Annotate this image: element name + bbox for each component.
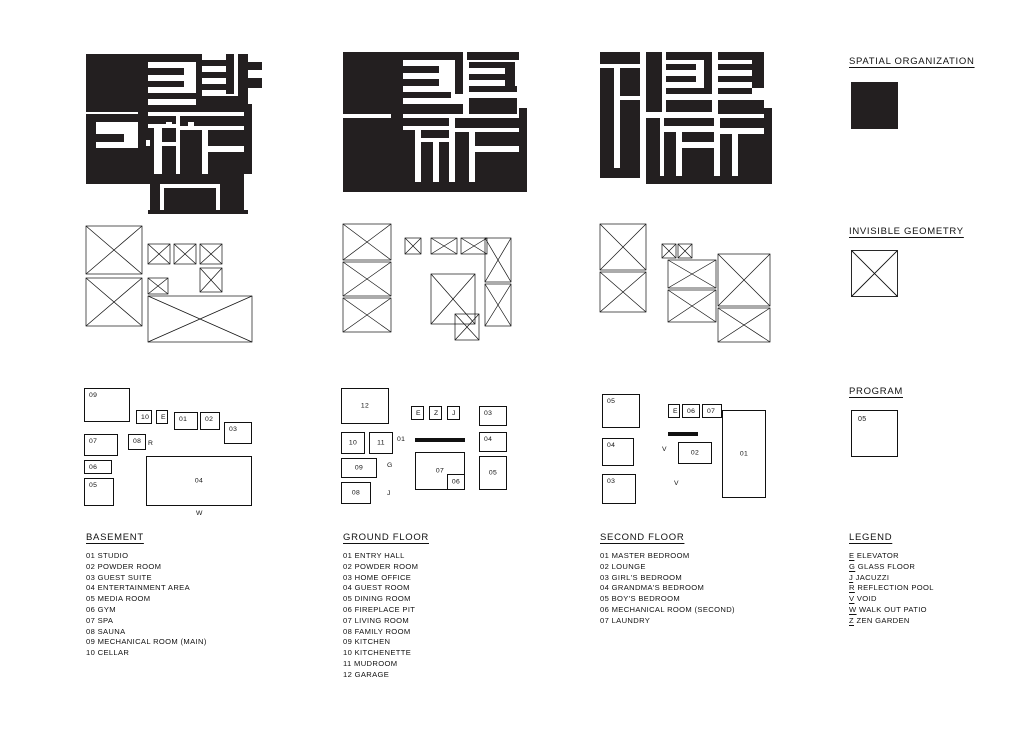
program-annotation: J [387,490,391,497]
program-box-label: E [673,408,678,415]
program-diagram-basement [78,380,328,520]
program-box [369,432,393,454]
program-annotation: R [148,440,154,447]
program-box-label: 11 [377,439,385,447]
legend-title: LEGEND [849,532,893,543]
invisible-geometry-second [592,222,842,362]
legend-item [849,594,934,605]
program-box [479,406,507,426]
program-box [429,406,442,420]
program-diagram-ground [335,380,585,520]
list-item: 01 ENTRY HALL [343,551,405,560]
program-box-label: 07 [707,408,716,415]
program-box [136,410,152,424]
legend-label: JACUZZI [855,572,890,582]
legend-item [849,605,934,616]
list-item: 04 GUEST ROOM [343,583,410,593]
program-box [341,388,389,424]
program-box-label: 01 [179,416,188,423]
list-item: 09 KITCHEN [343,637,391,647]
floor-column-ground [335,0,585,732]
list-item: 06 GYM [86,604,116,614]
list-item: 06 FIREPLACE PIT [343,604,416,614]
legend-label: WALK OUT PATIO [859,604,927,614]
program-box [479,456,507,490]
legend-label: REFLECTION POOL [857,583,934,593]
key-title-spatial-organization: SPATIAL ORGANIZATION [849,56,975,67]
invisible-geometry-swatch [851,250,898,297]
program-box [200,412,220,430]
second-geometry-svg [592,222,842,362]
room-list-basement [86,551,207,659]
program-box-label: 03 [607,478,616,485]
program-annotation: G [387,462,393,469]
program-box-label: J [452,410,456,417]
legend-item [849,583,934,594]
program-box-label: 06 [687,408,696,415]
program-annotation: V [662,446,667,453]
program-box [341,482,371,504]
list-item: 01 MASTER BEDROOM [600,551,690,560]
program-annotation: V [674,480,679,487]
program-box [602,474,636,504]
key-column [849,0,1009,732]
legend-code: V [849,594,855,604]
legend-item [849,616,934,627]
list-item: 07 LIVING ROOM [343,615,410,625]
list-item: 05 BOY'S BEDROOM [600,594,681,604]
ground-plan-svg [335,48,585,218]
legend-code: W [849,604,857,614]
list-item: 09 MECHANICAL ROOM (MAIN) [86,637,207,647]
legend-code: J [849,572,854,582]
program-box-label: 08 [351,489,361,497]
list-item: 03 GUEST SUITE [86,572,152,582]
spatial-organization-plan-ground [335,48,585,218]
legend-list [849,551,934,627]
list-item: 05 MEDIA ROOM [86,594,151,604]
program-box-label: 02 [205,416,214,423]
program-box-label: 04 [484,436,493,443]
basement-geometry-svg [78,222,328,362]
key-title-program: PROGRAM [849,386,903,397]
program-swatch [851,410,898,457]
floor-title-ground: GROUND FLOOR [343,532,429,543]
program-box [602,394,640,428]
program-box [84,388,130,422]
program-box [84,434,118,456]
invisible-geometry-ground [335,222,585,362]
legend-label: ELEVATOR [856,551,899,560]
program-box-label: 07 [435,467,445,475]
program-annotation: 01 [397,436,406,443]
program-box [174,412,198,430]
program-box [84,460,112,474]
list-item: 06 MECHANICAL ROOM (SECOND) [600,604,735,614]
list-item: 07 SPA [86,615,114,625]
room-list-second [600,551,735,627]
list-item: 05 DINING ROOM [343,594,411,604]
program-box [722,410,766,498]
list-item: 08 SAUNA [86,626,126,636]
program-bar [415,438,465,442]
program-box-label: 06 [451,478,461,486]
program-box [447,406,460,420]
program-box-label: Z [434,410,439,417]
program-box-label: 09 [89,392,98,399]
legend-label: VOID [856,594,877,604]
crossed-square-icon [851,250,898,297]
list-item: 08 FAMILY ROOM [343,626,411,636]
program-box-label: 03 [229,426,238,433]
program-box [411,406,424,420]
legend-code: E [849,551,855,560]
list-item: 10 CELLAR [86,648,130,658]
program-swatch-label: 05 [858,416,867,423]
program-box [447,474,465,490]
list-item: 12 GARAGE [343,669,390,679]
legend-item [849,562,934,573]
program-box [156,410,168,424]
floor-column-basement [78,0,328,732]
legend-code: Z [849,615,854,625]
list-item: 02 POWDER ROOM [343,561,419,571]
legend-label: ZEN GARDEN [856,615,910,625]
program-box [668,404,680,418]
program-box-label: 02 [690,449,700,457]
list-item: 03 GIRL'S BEDROOM [600,572,683,582]
list-item: 02 LOUNGE [600,561,646,571]
basement-plan-svg [78,48,328,218]
list-item: 10 KITCHENETTE [343,648,412,658]
program-box-label: 03 [484,410,493,417]
list-item: 11 MUDROOM [343,658,398,668]
program-box [341,458,377,478]
program-box [146,456,252,506]
invisible-geometry-basement [78,222,328,362]
program-box-label: 05 [488,469,498,477]
program-diagram-second [592,380,842,520]
legend-code: R [849,583,855,593]
legend-item [849,573,934,584]
list-item: 01 STUDIO [86,551,129,560]
program-box [702,404,722,418]
list-item: 02 POWDER ROOM [86,561,162,571]
program-box-label: 05 [607,398,616,405]
program-annotation: W [196,510,203,517]
program-box [602,438,634,466]
program-box-label: 07 [89,438,98,445]
second-plan-svg [592,48,842,218]
list-item: 03 HOME OFFICE [343,572,412,582]
program-box-label: 01 [739,450,749,458]
program-bar [668,432,698,436]
program-box [682,404,700,418]
list-item: 04 GRANDMA'S BEDROOM [600,583,705,593]
program-box-label: 06 [89,464,98,471]
floor-column-second [592,0,842,732]
program-box-label: 08 [133,438,142,445]
legend-item [849,551,934,562]
program-box [341,432,365,454]
floor-title-second: SECOND FLOOR [600,532,685,543]
program-box-label: E [416,410,421,417]
program-box-label: 09 [354,464,364,472]
program-box-label: E [161,414,166,421]
program-box-label: 12 [360,402,370,410]
spatial-organization-plan-basement [78,48,328,218]
program-box [479,432,507,452]
spatial-organization-plan-second [592,48,842,218]
program-box-label: 04 [194,477,204,485]
list-item: 04 ENTERTAINMENT AREA [86,583,190,593]
program-box [678,442,712,464]
program-box-label: 05 [89,482,98,489]
program-box [224,422,252,444]
spatial-organization-swatch [851,82,898,129]
list-item: 07 LAUNDRY [600,615,651,625]
legend-label: GLASS FLOOR [857,561,916,571]
legend-code: G [849,561,856,571]
program-box [84,478,114,506]
room-list-ground [343,551,418,681]
program-box-label: 10 [348,439,358,447]
floor-title-basement: BASEMENT [86,532,144,543]
key-title-invisible-geometry: INVISIBLE GEOMETRY [849,226,964,237]
program-box [128,434,146,450]
program-box-label: 10 [141,414,150,421]
program-box-label: 04 [607,442,616,449]
ground-geometry-svg [335,222,585,362]
